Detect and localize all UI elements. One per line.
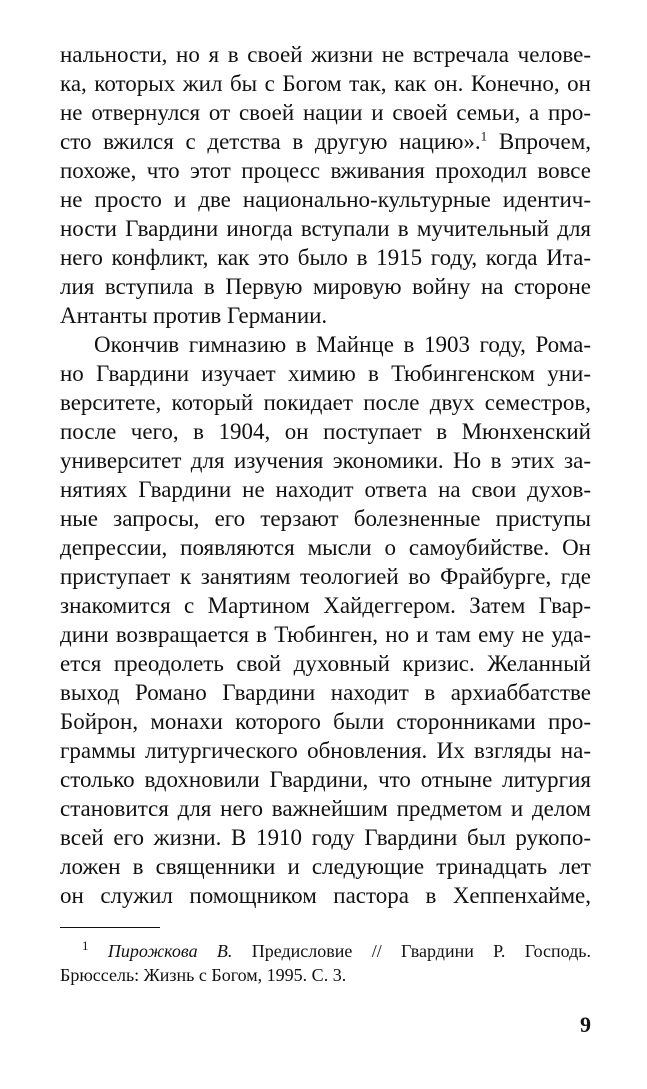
text-line: ложен в священники и следующие тринадцать лет [60,854,591,879]
text-line: депрессии, появляются мысли о самоубийстве. Он [60,535,591,560]
text-line: Окончив гимназию в Майнце в 1903 году, Рома- [94,332,591,357]
text-line: столько вдохновили Гвардини, что отныне литургия [60,767,591,792]
text-line: Антанты против Германии. [60,303,328,328]
text-line: после чего, в 1904, он поступает в Мюнхенский [60,419,591,444]
text-segment: Впрочем, [487,129,591,154]
text-line: выход Романо Гвардини находит в архиаббатстве [60,680,591,705]
text-segment: сто вжился с детства в другую нацию». [60,129,481,154]
text-line: университет для изучения экономики. Но в этих за- [60,448,591,473]
text-line: похоже, что этот процесс вживания проходил вовсе [60,158,591,183]
footnote-line [60,939,591,963]
footnote-line: Брюссель: Жизнь с Богом, 1995. С. 3. [60,965,347,985]
paragraph-1 [60,40,591,330]
footnote [60,939,591,987]
text-line: граммы литургического обновления. Их взгляды на- [60,738,591,763]
footnote-divider [60,927,160,928]
text-line: знакомится с Мартином Хайдеггером. Затем Гвар- [60,593,591,618]
page-body [60,40,591,910]
text-line: Бойрон, монахи которого были сторонниками про- [60,709,591,734]
text-line-with-footnote [60,127,591,156]
text-line: но Гвардини изучает химию в Тюбингенском уни- [60,361,591,386]
text-line: дини возвращается в Тюбинген, но и там ему не уда- [60,622,591,647]
text-line: верситете, который покидает после двух семестров, [60,390,591,415]
text-line: приступает к занятиям теологией во Фрайбурге, где [60,564,591,589]
page-number: 9 [580,1012,591,1037]
text-line: всей его жизни. В 1910 году Гвардини был рукопо- [60,825,591,850]
text-line: не просто и две национально-культурные идентич- [60,187,591,212]
text-line: него конфликт, как это было в 1915 году, когда Ита- [60,245,591,270]
text-line: нятиях Гвардини не находит ответа на свои духов- [60,477,591,502]
text-line: ка, которых жил бы с Богом так, как он. Конечно, он [60,71,591,96]
text-line: становится для него важнейшим предметом и делом [60,796,591,821]
text-line: не отвернулся от своей нации и своей семьи, а про- [60,100,591,125]
text-line: лия вступила в Первую мировую войну на стороне [60,274,591,299]
text-line: нальности, но я в своей жизни не встречала челове- [60,42,591,67]
footnote-author: Пирожкова В. [107,941,233,961]
text-line: ется преодолеть свой духовный кризис. Желанный [60,651,591,676]
text-line: он служил помощником пастора в Хеппенхайме, [60,883,591,908]
text-line: ные запросы, его терзают болезненные приступы [60,506,591,531]
footnote-ref-marker: 1 [480,128,488,144]
footnote-text: Предисловие // Гвардини Р. Господь. [232,941,592,961]
paragraph-2 [60,330,591,910]
footnote-marker: 1 [82,938,89,953]
main-text [60,40,591,910]
text-line: ности Гвардини иногда вступали в мучительный для [60,216,591,241]
